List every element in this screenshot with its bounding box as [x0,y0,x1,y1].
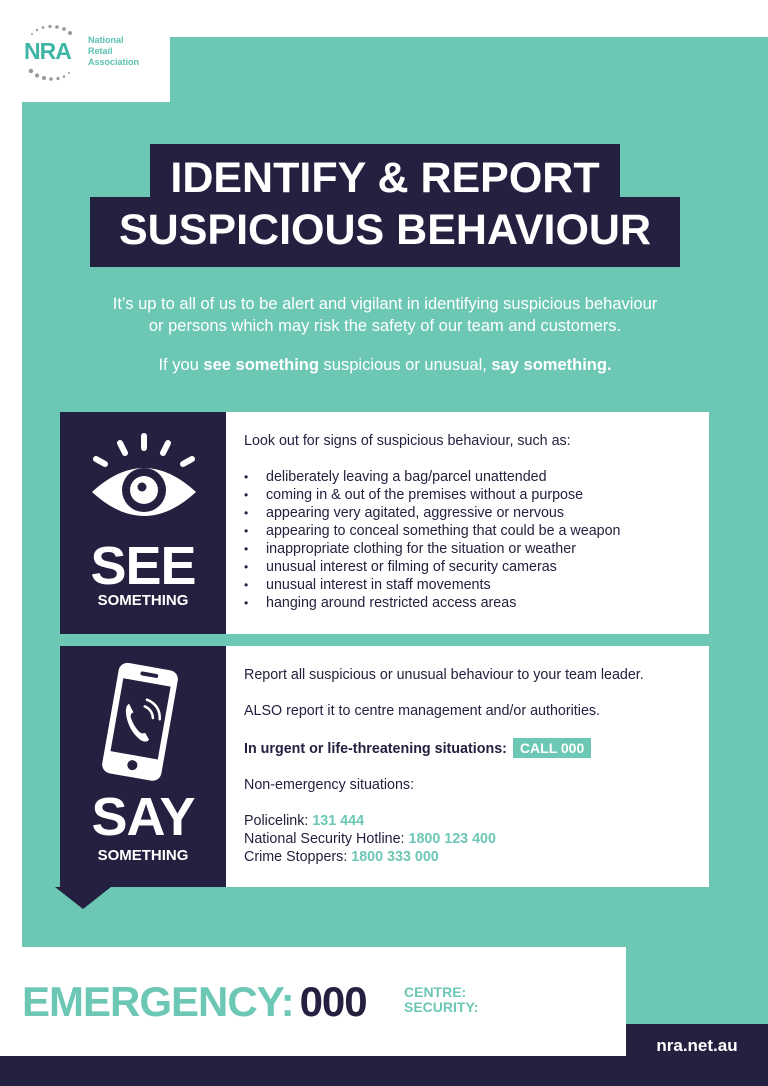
contact-number: 1800 123 400 [408,831,496,847]
say-something-panel [60,646,226,887]
say-something-card [60,646,709,887]
see-heading: SEE [90,536,196,596]
contact-label: Policelink: [244,813,313,829]
logo-box [0,0,170,102]
see-lead: Look out for signs of suspicious behaviour, such as: [244,433,571,449]
see-something-panel [60,412,226,634]
contact-policelink [244,812,699,830]
emergency-label: EMERGENCY: [22,978,294,1025]
nra-logo [22,24,162,84]
contact-national-security [244,830,699,848]
security-label: SECURITY: [404,999,479,1015]
logo-name-line: Association [88,57,140,67]
emergency-digits: 000 [299,978,367,1025]
list-item: • coming in & out of the premises without a purpose [244,486,699,504]
title-line1: IDENTIFY & REPORT [170,154,600,202]
intro-line: It’s up to all of us to be alert and vigilant in identifying suspicious behaviour [112,295,658,313]
contact-number: 1800 333 000 [351,849,439,865]
report-instruction: Report all suspicious or unusual behaviour to your team leader. [244,667,644,683]
contact-crime-stoppers [244,848,699,866]
call-000-badge: CALL 000 [513,738,591,758]
bottom-bar [0,1056,768,1086]
centre-label: CENTRE: [404,984,467,1000]
cta-bold: say something. [491,356,612,374]
see-something-card [60,412,709,634]
speech-pointer [55,887,111,909]
list-item: • appearing very agitated, aggressive or nervous [244,504,699,522]
list-item: • appearing to conceal something that could be a weapon [244,522,699,540]
logo-name [88,35,139,68]
list-item: • hanging around restricted access areas [244,594,699,612]
list-item: • deliberately leaving a bag/parcel unattended [244,468,699,486]
say-heading: SAY [91,787,195,847]
contact-number: 131 444 [312,813,365,829]
cta-text: suspicious or unusual, [318,356,492,374]
signs-list [244,468,699,612]
cta-text: If you [158,356,204,374]
contact-label: National Security Hotline: [244,831,409,847]
emergency-number [22,978,367,1026]
see-subheading: SOMETHING [97,592,189,609]
list-item: • inappropriate clothing for the situation or weather [244,540,699,558]
intro-line: or persons which may risk the safety of our team and customers. [148,317,622,335]
non-emergency-label: Non-emergency situations: [244,777,415,793]
list-item: • unusual interest or filming of security cameras [244,558,699,576]
cta-bold: see something [203,356,319,374]
intro-text [40,293,730,337]
website-url: nra.net.au [656,1036,738,1055]
list-item: • unusual interest in staff movements [244,576,699,594]
urgent-line [244,738,699,758]
title-line2: SUSPICIOUS BEHAVIOUR [119,206,651,254]
logo-name-line: National [88,35,124,45]
urgent-label: In urgent or life-threatening situations: [244,741,507,757]
say-subheading: SOMETHING [97,847,189,864]
eye-icon [88,432,200,522]
say-something-content [244,666,699,866]
logo-abbreviation: NRA [24,38,71,64]
contact-label: Crime Stoppers: [244,849,352,865]
see-something-content [244,432,699,612]
phone-call-icon [96,660,186,784]
call-to-action [40,356,730,375]
logo-name-line: Retail [88,46,113,56]
centre-security-fields [404,985,478,1015]
teal-corner-block [626,940,768,1025]
also-report-instruction: ALSO report it to centre management and/or authorities. [244,703,601,719]
